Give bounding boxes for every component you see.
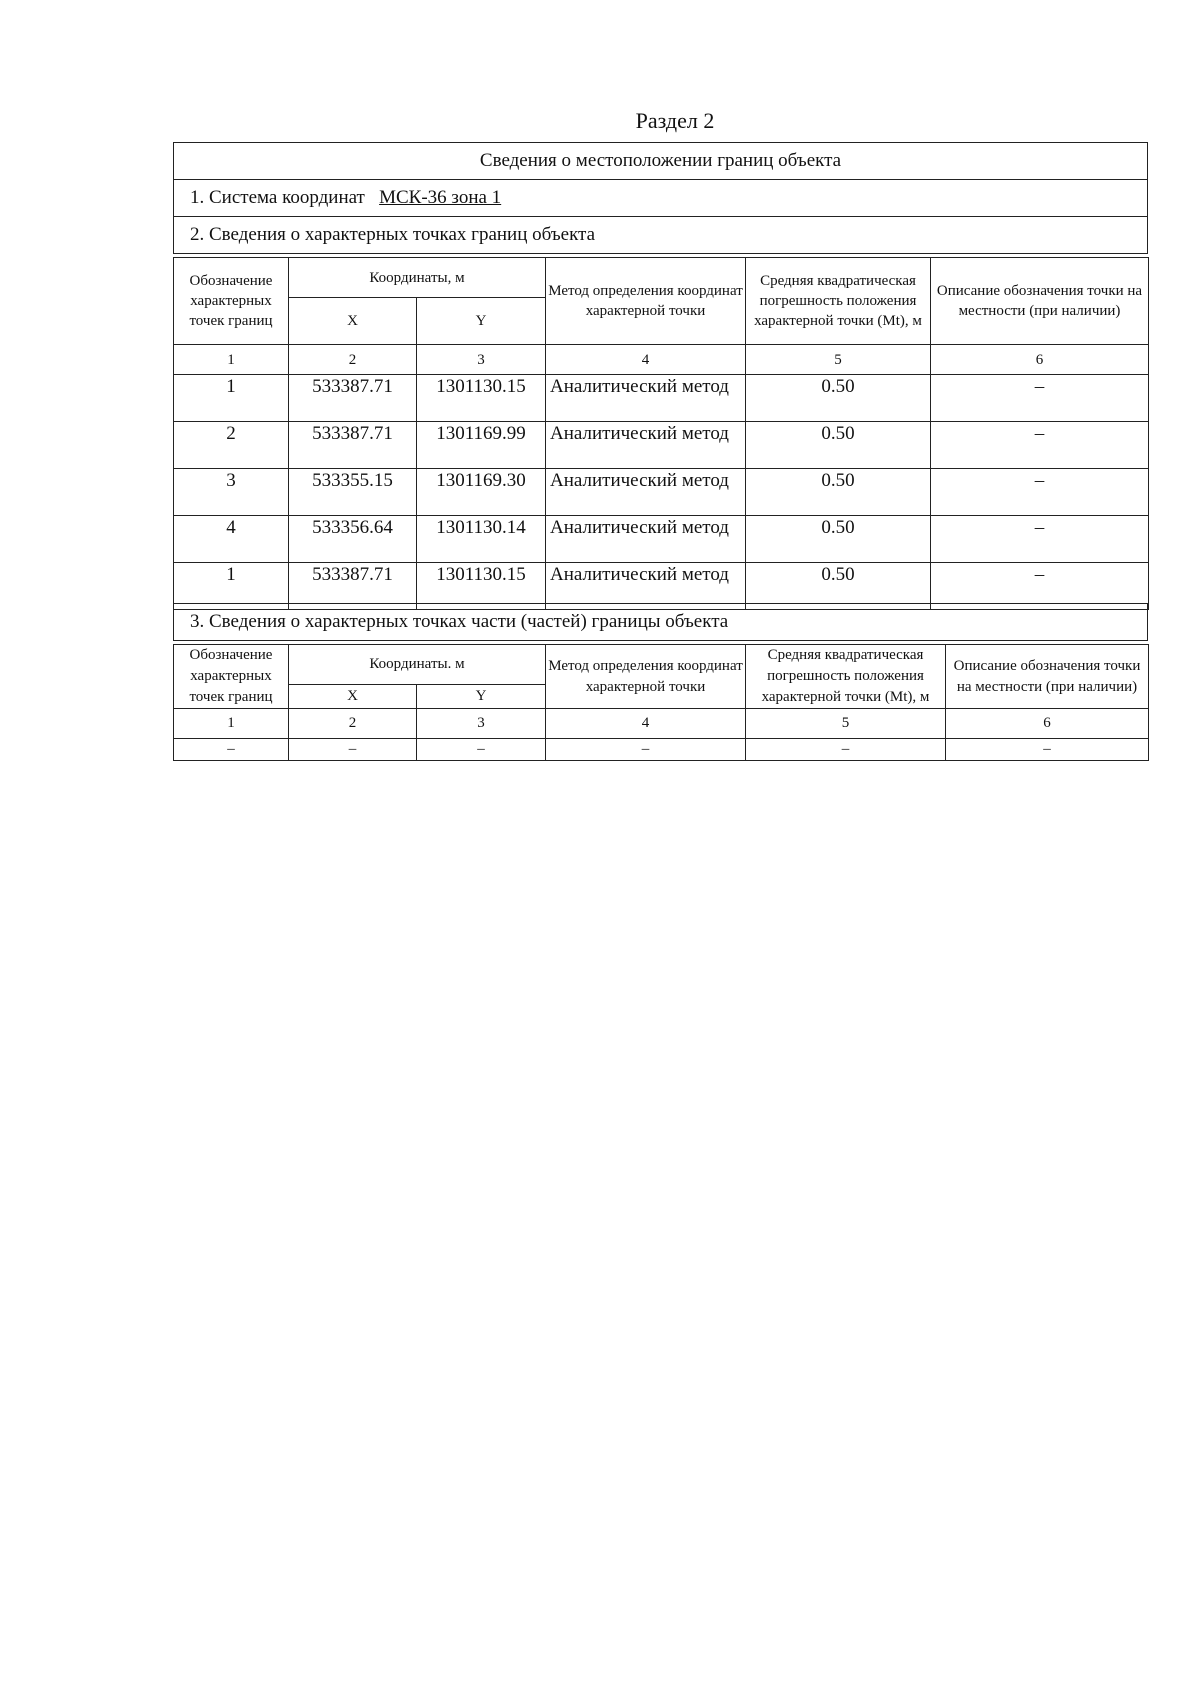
method: Аналитический метод xyxy=(546,563,746,610)
coord-system-value: МСК-36 зона 1 xyxy=(379,187,502,208)
point-number: – xyxy=(174,739,289,761)
x-coordinate: 533355.15 xyxy=(289,469,417,516)
error-value: 0.50 xyxy=(746,422,931,469)
header-designation: Обозначение характерных точек границ xyxy=(174,645,289,709)
location-table-header xyxy=(173,142,1148,254)
point-number: 3 xyxy=(174,469,289,516)
column-number: 5 xyxy=(746,345,931,375)
description: – xyxy=(931,469,1149,516)
column-number-row xyxy=(174,709,1149,739)
y-coordinate: 1301169.30 xyxy=(417,469,546,516)
header-description: Описание обозначения точки на местности (при наличии) xyxy=(931,258,1149,345)
parts-section-title: 3. Сведения о характерных точках части (частей) границы объекта xyxy=(174,604,1148,641)
x-coordinate: 533387.71 xyxy=(289,422,417,469)
header-x: X xyxy=(289,685,417,709)
y-coordinate: 1301130.15 xyxy=(417,563,546,610)
column-number: 6 xyxy=(946,709,1149,739)
column-number: 2 xyxy=(289,345,417,375)
error-value: 0.50 xyxy=(746,469,931,516)
y-coordinate: 1301130.14 xyxy=(417,516,546,563)
description: – xyxy=(946,739,1149,761)
section-title: Раздел 2 xyxy=(635,108,715,133)
y-coordinate: – xyxy=(417,739,546,761)
table-row xyxy=(174,375,1149,422)
x-coordinate: – xyxy=(289,739,417,761)
x-coordinate: 533356.64 xyxy=(289,516,417,563)
y-coordinate: 1301169.99 xyxy=(417,422,546,469)
table-row xyxy=(174,469,1149,516)
method: Аналитический метод xyxy=(546,516,746,563)
x-coordinate: 533387.71 xyxy=(289,375,417,422)
point-number: 4 xyxy=(174,516,289,563)
x-coordinate: 533387.71 xyxy=(289,563,417,610)
description: – xyxy=(931,516,1149,563)
points-section-title: 2. Сведения о характерных точках границ объекта xyxy=(174,217,1148,254)
boundary-points-table xyxy=(173,257,1149,610)
header-method: Метод определения координат характерной точки xyxy=(546,258,746,345)
column-number-row xyxy=(174,345,1149,375)
heading: Сведения о местоположении границ объекта xyxy=(174,143,1148,180)
y-coordinate: 1301130.15 xyxy=(417,375,546,422)
error-value: – xyxy=(746,739,946,761)
column-number: 4 xyxy=(546,709,746,739)
column-number: 6 xyxy=(931,345,1149,375)
header-x: X xyxy=(289,298,417,345)
method: Аналитический метод xyxy=(546,469,746,516)
point-number: 1 xyxy=(174,375,289,422)
column-number: 4 xyxy=(546,345,746,375)
header-error: Средняя квадратическая погрешность положения характерной точки (Mt), м xyxy=(746,258,931,345)
error-value: 0.50 xyxy=(746,516,931,563)
header-description: Описание обозначения точки на местности (при наличии) xyxy=(946,645,1149,709)
header-y: Y xyxy=(417,298,546,345)
error-value: 0.50 xyxy=(746,375,931,422)
column-number: 3 xyxy=(417,345,546,375)
description: – xyxy=(931,422,1149,469)
column-number: 3 xyxy=(417,709,546,739)
header-y: Y xyxy=(417,685,546,709)
part-points-table xyxy=(173,644,1149,761)
method: – xyxy=(546,739,746,761)
table-row xyxy=(174,516,1149,563)
method: Аналитический метод xyxy=(546,375,746,422)
point-number: 2 xyxy=(174,422,289,469)
error-value: 0.50 xyxy=(746,563,931,610)
column-number: 2 xyxy=(289,709,417,739)
column-number: 1 xyxy=(174,345,289,375)
parts-section-header xyxy=(173,603,1148,641)
column-number: 1 xyxy=(174,709,289,739)
method: Аналитический метод xyxy=(546,422,746,469)
table-row xyxy=(174,422,1149,469)
description: – xyxy=(931,563,1149,610)
coord-system-label: 1. Система координат xyxy=(190,187,365,208)
header-designation: Обозначение характерных точек границ xyxy=(174,258,289,345)
table-row xyxy=(174,739,1149,761)
header-error: Средняя квадратическая погрешность положения характерной точки (Mt), м xyxy=(746,645,946,709)
point-number: 1 xyxy=(174,563,289,610)
description: – xyxy=(931,375,1149,422)
header-method: Метод определения координат характерной точки xyxy=(546,645,746,709)
header-coords: Координаты, м xyxy=(289,258,546,298)
header-coords: Координаты. м xyxy=(289,645,546,685)
coord-system-row xyxy=(174,180,1148,217)
column-number: 5 xyxy=(746,709,946,739)
